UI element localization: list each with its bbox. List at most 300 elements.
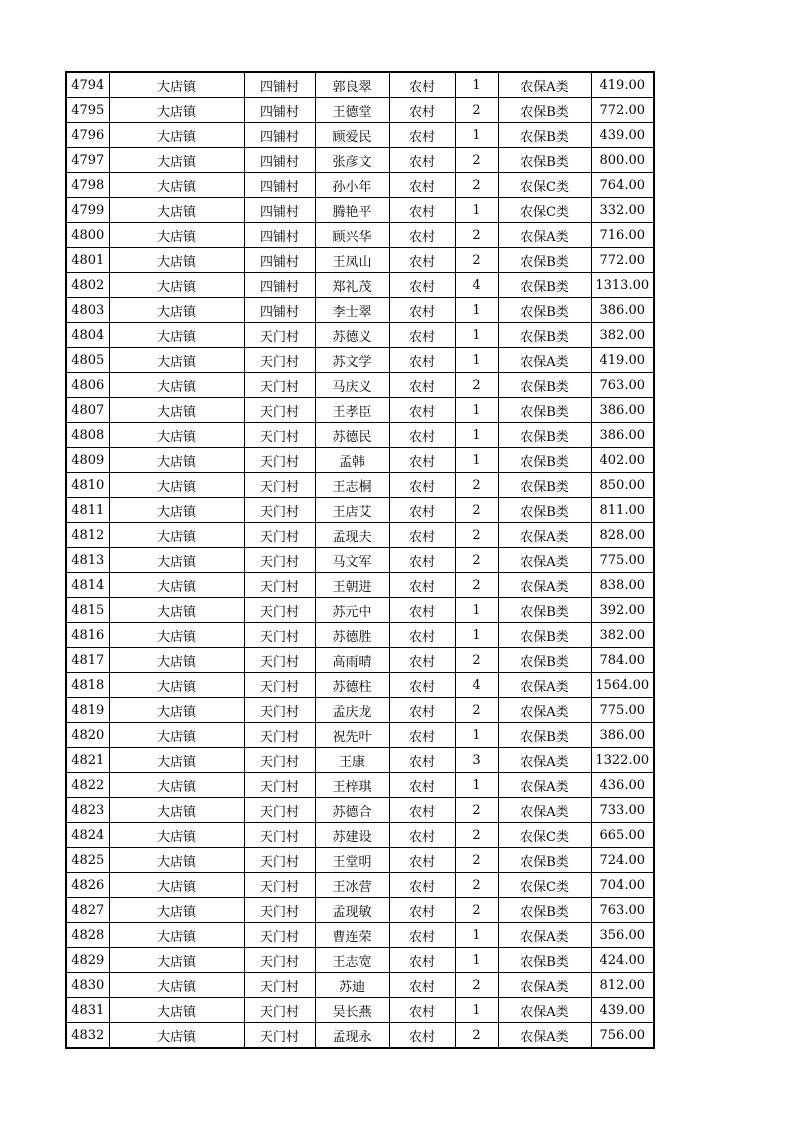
roster-body (66, 72, 654, 1048)
table-row (66, 998, 654, 1023)
cell-persons: 1 (455, 773, 498, 798)
cell-persons: 2 (455, 173, 498, 198)
cell-category: 农保A类 (498, 72, 591, 98)
cell-area: 农村 (389, 323, 455, 348)
cell-persons: 3 (455, 748, 498, 773)
cell-category: 农保B类 (498, 123, 591, 148)
cell-village: 天门村 (244, 373, 315, 398)
cell-town: 大店镇 (109, 523, 244, 548)
cell-id: 4821 (66, 748, 109, 773)
cell-name: 苏德胜 (315, 623, 389, 648)
cell-area: 农村 (389, 948, 455, 973)
cell-village: 天门村 (244, 773, 315, 798)
cell-amount: 772.00 (591, 248, 654, 273)
cell-category: 农保A类 (498, 348, 591, 373)
cell-amount: 382.00 (591, 623, 654, 648)
cell-village: 天门村 (244, 723, 315, 748)
cell-village: 天门村 (244, 748, 315, 773)
cell-name: 苏文学 (315, 348, 389, 373)
table-row (66, 148, 654, 173)
cell-amount: 402.00 (591, 448, 654, 473)
cell-town: 大店镇 (109, 623, 244, 648)
cell-village: 四铺村 (244, 173, 315, 198)
cell-village: 天门村 (244, 998, 315, 1023)
cell-name: 王冰营 (315, 873, 389, 898)
cell-village: 天门村 (244, 598, 315, 623)
cell-name: 孟现永 (315, 1023, 389, 1049)
cell-town: 大店镇 (109, 148, 244, 173)
cell-category: 农保B类 (498, 473, 591, 498)
cell-town: 大店镇 (109, 273, 244, 298)
cell-town: 大店镇 (109, 873, 244, 898)
cell-area: 农村 (389, 1023, 455, 1049)
cell-category: 农保A类 (498, 573, 591, 598)
cell-category: 农保A类 (498, 223, 591, 248)
cell-area: 农村 (389, 273, 455, 298)
cell-amount: 828.00 (591, 523, 654, 548)
cell-id: 4826 (66, 873, 109, 898)
cell-persons: 2 (455, 148, 498, 173)
cell-area: 农村 (389, 773, 455, 798)
cell-id: 4831 (66, 998, 109, 1023)
table-row (66, 448, 654, 473)
cell-village: 天门村 (244, 623, 315, 648)
cell-village: 四铺村 (244, 72, 315, 98)
cell-town: 大店镇 (109, 498, 244, 523)
cell-name: 孟韩 (315, 448, 389, 473)
cell-category: 农保A类 (498, 923, 591, 948)
cell-category: 农保A类 (498, 748, 591, 773)
cell-town: 大店镇 (109, 448, 244, 473)
cell-town: 大店镇 (109, 773, 244, 798)
cell-name: 王朝进 (315, 573, 389, 598)
cell-village: 天门村 (244, 948, 315, 973)
cell-town: 大店镇 (109, 898, 244, 923)
cell-town: 大店镇 (109, 198, 244, 223)
cell-persons: 1 (455, 123, 498, 148)
table-row (66, 273, 654, 298)
cell-village: 天门村 (244, 673, 315, 698)
cell-amount: 733.00 (591, 798, 654, 823)
table-row (66, 223, 654, 248)
cell-town: 大店镇 (109, 348, 244, 373)
cell-town: 大店镇 (109, 648, 244, 673)
cell-amount: 800.00 (591, 148, 654, 173)
table-row (66, 498, 654, 523)
table-row (66, 948, 654, 973)
cell-area: 农村 (389, 798, 455, 823)
cell-persons: 2 (455, 473, 498, 498)
cell-persons: 1 (455, 948, 498, 973)
cell-persons: 2 (455, 248, 498, 273)
cell-area: 农村 (389, 673, 455, 698)
cell-category: 农保B类 (498, 423, 591, 448)
cell-id: 4801 (66, 248, 109, 273)
cell-town: 大店镇 (109, 998, 244, 1023)
cell-amount: 850.00 (591, 473, 654, 498)
cell-village: 四铺村 (244, 198, 315, 223)
table-row (66, 573, 654, 598)
cell-id: 4827 (66, 898, 109, 923)
cell-name: 郑礼茂 (315, 273, 389, 298)
cell-amount: 439.00 (591, 998, 654, 1023)
cell-persons: 2 (455, 698, 498, 723)
cell-persons: 2 (455, 823, 498, 848)
cell-area: 农村 (389, 848, 455, 873)
cell-village: 天门村 (244, 348, 315, 373)
roster-table (65, 71, 655, 1049)
cell-category: 农保C类 (498, 873, 591, 898)
cell-category: 农保B类 (498, 248, 591, 273)
cell-id: 4813 (66, 548, 109, 573)
cell-id: 4808 (66, 423, 109, 448)
cell-town: 大店镇 (109, 823, 244, 848)
cell-name: 吴长燕 (315, 998, 389, 1023)
cell-town: 大店镇 (109, 573, 244, 598)
table-row (66, 473, 654, 498)
table-row (66, 723, 654, 748)
cell-name: 苏德柱 (315, 673, 389, 698)
cell-id: 4828 (66, 923, 109, 948)
cell-village: 四铺村 (244, 123, 315, 148)
cell-category: 农保B类 (498, 273, 591, 298)
cell-category: 农保B类 (498, 648, 591, 673)
cell-village: 天门村 (244, 473, 315, 498)
cell-town: 大店镇 (109, 473, 244, 498)
cell-name: 王德堂 (315, 98, 389, 123)
cell-persons: 1 (455, 923, 498, 948)
cell-persons: 1 (455, 623, 498, 648)
cell-amount: 356.00 (591, 923, 654, 948)
cell-amount: 764.00 (591, 173, 654, 198)
cell-name: 王孝臣 (315, 398, 389, 423)
cell-town: 大店镇 (109, 948, 244, 973)
cell-area: 农村 (389, 748, 455, 773)
cell-persons: 1 (455, 198, 498, 223)
cell-name: 腾艳平 (315, 198, 389, 223)
cell-town: 大店镇 (109, 298, 244, 323)
cell-town: 大店镇 (109, 248, 244, 273)
cell-name: 孟现敏 (315, 898, 389, 923)
cell-category: 农保A类 (498, 523, 591, 548)
cell-town: 大店镇 (109, 373, 244, 398)
cell-name: 苏迪 (315, 973, 389, 998)
cell-id: 4825 (66, 848, 109, 873)
cell-persons: 2 (455, 898, 498, 923)
cell-area: 农村 (389, 72, 455, 98)
cell-town: 大店镇 (109, 598, 244, 623)
cell-area: 农村 (389, 598, 455, 623)
cell-id: 4803 (66, 298, 109, 323)
cell-id: 4806 (66, 373, 109, 398)
cell-name: 王梓琪 (315, 773, 389, 798)
cell-village: 天门村 (244, 923, 315, 948)
table-row (66, 798, 654, 823)
cell-area: 农村 (389, 348, 455, 373)
cell-amount: 1313.00 (591, 273, 654, 298)
cell-area: 农村 (389, 173, 455, 198)
table-row (66, 823, 654, 848)
cell-id: 4823 (66, 798, 109, 823)
cell-amount: 784.00 (591, 648, 654, 673)
table-row (66, 98, 654, 123)
cell-category: 农保B类 (498, 623, 591, 648)
cell-id: 4816 (66, 623, 109, 648)
cell-name: 苏建设 (315, 823, 389, 848)
cell-village: 天门村 (244, 798, 315, 823)
table-row (66, 598, 654, 623)
cell-persons: 4 (455, 273, 498, 298)
cell-area: 农村 (389, 248, 455, 273)
cell-town: 大店镇 (109, 798, 244, 823)
cell-town: 大店镇 (109, 123, 244, 148)
cell-village: 天门村 (244, 498, 315, 523)
cell-area: 农村 (389, 973, 455, 998)
table-row (66, 848, 654, 873)
cell-area: 农村 (389, 148, 455, 173)
table-row (66, 873, 654, 898)
cell-id: 4810 (66, 473, 109, 498)
cell-town: 大店镇 (109, 698, 244, 723)
cell-village: 天门村 (244, 398, 315, 423)
cell-amount: 386.00 (591, 398, 654, 423)
cell-amount: 392.00 (591, 598, 654, 623)
cell-id: 4796 (66, 123, 109, 148)
cell-area: 农村 (389, 373, 455, 398)
cell-amount: 436.00 (591, 773, 654, 798)
cell-area: 农村 (389, 923, 455, 948)
cell-area: 农村 (389, 223, 455, 248)
cell-persons: 2 (455, 973, 498, 998)
cell-persons: 2 (455, 798, 498, 823)
cell-id: 4797 (66, 148, 109, 173)
cell-village: 天门村 (244, 548, 315, 573)
cell-id: 4805 (66, 348, 109, 373)
cell-id: 4812 (66, 523, 109, 548)
table-row (66, 748, 654, 773)
cell-category: 农保A类 (498, 548, 591, 573)
cell-id: 4809 (66, 448, 109, 473)
table-row (66, 623, 654, 648)
cell-name: 顾兴华 (315, 223, 389, 248)
cell-persons: 2 (455, 1023, 498, 1049)
cell-amount: 665.00 (591, 823, 654, 848)
cell-category: 农保A类 (498, 998, 591, 1023)
cell-id: 4820 (66, 723, 109, 748)
cell-category: 农保A类 (498, 973, 591, 998)
cell-amount: 382.00 (591, 323, 654, 348)
cell-id: 4829 (66, 948, 109, 973)
cell-amount: 811.00 (591, 498, 654, 523)
cell-village: 天门村 (244, 323, 315, 348)
cell-persons: 2 (455, 573, 498, 598)
cell-amount: 772.00 (591, 98, 654, 123)
cell-amount: 1564.00 (591, 673, 654, 698)
cell-amount: 1322.00 (591, 748, 654, 773)
cell-area: 农村 (389, 298, 455, 323)
cell-village: 天门村 (244, 698, 315, 723)
table-row (66, 248, 654, 273)
cell-category: 农保B类 (498, 898, 591, 923)
cell-id: 4811 (66, 498, 109, 523)
cell-name: 苏德民 (315, 423, 389, 448)
cell-amount: 812.00 (591, 973, 654, 998)
cell-name: 马庆义 (315, 373, 389, 398)
cell-town: 大店镇 (109, 398, 244, 423)
cell-town: 大店镇 (109, 973, 244, 998)
cell-area: 农村 (389, 548, 455, 573)
cell-category: 农保B类 (498, 398, 591, 423)
cell-persons: 4 (455, 673, 498, 698)
cell-persons: 2 (455, 498, 498, 523)
cell-amount: 386.00 (591, 723, 654, 748)
cell-name: 王志桐 (315, 473, 389, 498)
cell-persons: 1 (455, 348, 498, 373)
table-row (66, 398, 654, 423)
cell-category: 农保B类 (498, 498, 591, 523)
cell-village: 四铺村 (244, 148, 315, 173)
cell-area: 农村 (389, 448, 455, 473)
table-row (66, 923, 654, 948)
cell-amount: 775.00 (591, 698, 654, 723)
cell-town: 大店镇 (109, 923, 244, 948)
cell-area: 农村 (389, 723, 455, 748)
cell-persons: 1 (455, 298, 498, 323)
cell-area: 农村 (389, 573, 455, 598)
cell-town: 大店镇 (109, 848, 244, 873)
cell-village: 四铺村 (244, 273, 315, 298)
cell-town: 大店镇 (109, 548, 244, 573)
cell-id: 4800 (66, 223, 109, 248)
cell-area: 农村 (389, 498, 455, 523)
cell-area: 农村 (389, 523, 455, 548)
cell-id: 4799 (66, 198, 109, 223)
cell-name: 王堂明 (315, 848, 389, 873)
cell-category: 农保B类 (498, 948, 591, 973)
cell-persons: 2 (455, 223, 498, 248)
cell-area: 农村 (389, 123, 455, 148)
cell-category: 农保A类 (498, 698, 591, 723)
cell-id: 4818 (66, 673, 109, 698)
table-row (66, 373, 654, 398)
cell-category: 农保C类 (498, 198, 591, 223)
cell-persons: 1 (455, 598, 498, 623)
cell-name: 张彦文 (315, 148, 389, 173)
cell-category: 农保B类 (498, 448, 591, 473)
cell-amount: 763.00 (591, 373, 654, 398)
cell-name: 王店艾 (315, 498, 389, 523)
cell-name: 郭良翠 (315, 72, 389, 98)
cell-name: 李士翠 (315, 298, 389, 323)
cell-id: 4814 (66, 573, 109, 598)
table-row (66, 773, 654, 798)
cell-id: 4807 (66, 398, 109, 423)
cell-town: 大店镇 (109, 1023, 244, 1049)
cell-id: 4802 (66, 273, 109, 298)
cell-id: 4804 (66, 323, 109, 348)
cell-persons: 1 (455, 72, 498, 98)
cell-village: 天门村 (244, 873, 315, 898)
cell-town: 大店镇 (109, 423, 244, 448)
cell-persons: 2 (455, 98, 498, 123)
cell-persons: 1 (455, 398, 498, 423)
cell-area: 农村 (389, 823, 455, 848)
cell-name: 苏德义 (315, 323, 389, 348)
cell-persons: 1 (455, 723, 498, 748)
cell-id: 4798 (66, 173, 109, 198)
cell-village: 天门村 (244, 573, 315, 598)
cell-amount: 763.00 (591, 898, 654, 923)
cell-id: 4830 (66, 973, 109, 998)
cell-area: 农村 (389, 198, 455, 223)
cell-category: 农保B类 (498, 373, 591, 398)
cell-area: 农村 (389, 423, 455, 448)
cell-category: 农保A类 (498, 798, 591, 823)
cell-name: 王凤山 (315, 248, 389, 273)
cell-village: 四铺村 (244, 98, 315, 123)
cell-category: 农保A类 (498, 673, 591, 698)
cell-village: 天门村 (244, 423, 315, 448)
cell-id: 4815 (66, 598, 109, 623)
cell-village: 天门村 (244, 898, 315, 923)
table-row (66, 673, 654, 698)
cell-name: 顾爱民 (315, 123, 389, 148)
cell-persons: 2 (455, 848, 498, 873)
cell-town: 大店镇 (109, 323, 244, 348)
cell-id: 4817 (66, 648, 109, 673)
table-row (66, 423, 654, 448)
table-row (66, 648, 654, 673)
cell-persons: 2 (455, 548, 498, 573)
cell-category: 农保C类 (498, 823, 591, 848)
cell-town: 大店镇 (109, 673, 244, 698)
cell-category: 农保A类 (498, 1023, 591, 1049)
cell-category: 农保A类 (498, 773, 591, 798)
cell-amount: 775.00 (591, 548, 654, 573)
cell-id: 4794 (66, 72, 109, 98)
cell-village: 天门村 (244, 1023, 315, 1049)
cell-town: 大店镇 (109, 72, 244, 98)
cell-amount: 756.00 (591, 1023, 654, 1049)
table-row (66, 198, 654, 223)
cell-area: 农村 (389, 998, 455, 1023)
cell-name: 高雨晴 (315, 648, 389, 673)
cell-area: 农村 (389, 398, 455, 423)
cell-amount: 704.00 (591, 873, 654, 898)
cell-village: 天门村 (244, 973, 315, 998)
cell-name: 王康 (315, 748, 389, 773)
cell-persons: 2 (455, 648, 498, 673)
cell-amount: 716.00 (591, 223, 654, 248)
cell-area: 农村 (389, 623, 455, 648)
cell-persons: 1 (455, 323, 498, 348)
cell-area: 农村 (389, 98, 455, 123)
cell-town: 大店镇 (109, 223, 244, 248)
cell-area: 农村 (389, 873, 455, 898)
table-row (66, 173, 654, 198)
cell-town: 大店镇 (109, 173, 244, 198)
cell-name: 苏元中 (315, 598, 389, 623)
cell-persons: 1 (455, 998, 498, 1023)
cell-category: 农保B类 (498, 323, 591, 348)
cell-amount: 439.00 (591, 123, 654, 148)
cell-town: 大店镇 (109, 748, 244, 773)
cell-area: 农村 (389, 473, 455, 498)
table-row (66, 698, 654, 723)
cell-amount: 386.00 (591, 298, 654, 323)
cell-amount: 386.00 (591, 423, 654, 448)
cell-name: 祝先叶 (315, 723, 389, 748)
